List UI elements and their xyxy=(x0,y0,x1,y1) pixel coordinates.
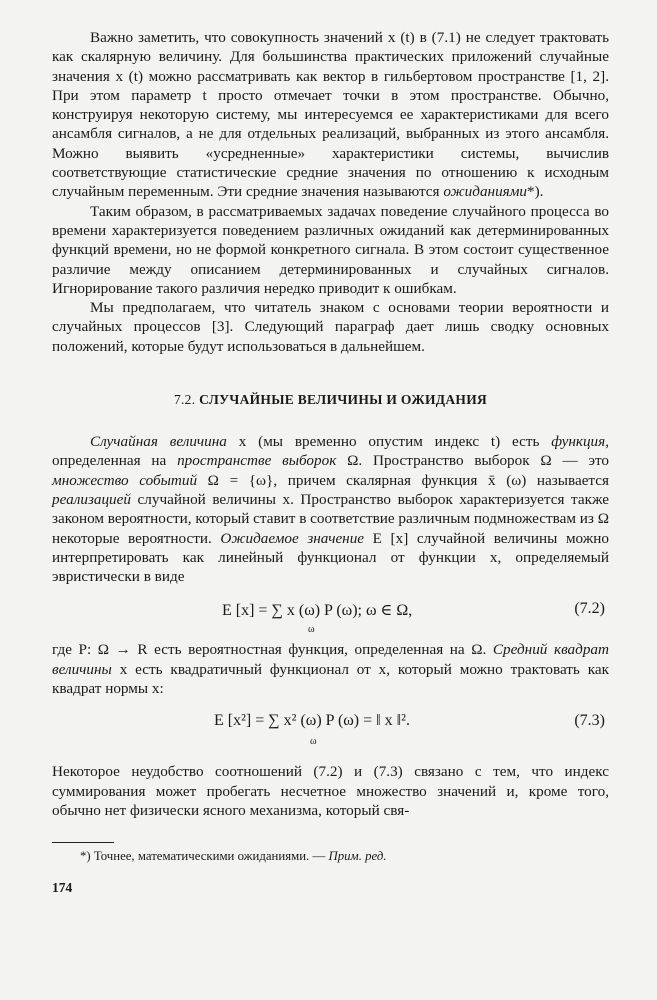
term: Ожидаемое значение xyxy=(220,529,365,547)
footnote-editor-note: Прим. ред. xyxy=(328,849,387,864)
equation-7-2 xyxy=(52,592,609,636)
term: пространстве выборок xyxy=(177,452,337,470)
paragraph-behavior: Таким образом, в рассматриваемых задачах поведение случайного процесса во времени характеризуется поведением различных ожиданий как детерминированных функций времени, но не формой конкретного сигнала. В этом состоит существенное различие между описанием детерминированных и случайных сигналов. Игнорирование такого различия нередко приводит к ошибкам. xyxy=(52,202,609,297)
footnote-divider xyxy=(52,842,114,843)
equation-expression: E [x] = ∑ x (ω) P (ω); ω ∈ Ω, xyxy=(222,602,413,620)
section-title: СЛУЧАЙНЫЕ ВЕЛИЧИНЫ И ОЖИДАНИЯ xyxy=(199,392,488,408)
equation-number: (7.3) xyxy=(574,712,605,730)
paragraph-assumption: Мы предполагаем, что читатель знаком с основами теории вероятности и случайных процессов [3]. Следующий параграф дает лишь сводку основных положений, которые будут использоваться в дальнейшем. xyxy=(52,299,609,355)
text-run: Ω = {ω}, причем скалярная функция x̄ (ω) называется xyxy=(197,471,609,489)
text-run: x есть квадратичный функционал от x, который можно трактовать как квадрат нормы x: xyxy=(52,660,609,698)
paragraph-inconvenience: Некоторое неудобство соотношений (7.2) и (7.3) связано с тем, что индекс суммирования может пробегать несчетное множество значений и, кроме того, обычно нет физически ясного механизма, который свя- xyxy=(52,763,609,819)
footnote xyxy=(80,849,609,864)
footnote-text: Точнее, математическими ожиданиями. — xyxy=(90,849,329,864)
equation-7-3 xyxy=(52,704,609,748)
footnote-marker: *) xyxy=(80,849,91,864)
text-run: , определенная на xyxy=(52,433,609,470)
page-number: 174 xyxy=(52,880,73,896)
footnote-ref: *). xyxy=(527,183,544,201)
paragraph-random-variable xyxy=(52,432,609,586)
term: множество событий xyxy=(52,471,198,489)
text-run: Ω. Пространство выборок Ω — это xyxy=(336,452,610,470)
paragraph-mean-square xyxy=(52,640,609,698)
sum-subscript: ω xyxy=(308,624,315,636)
equation-number: (7.2) xyxy=(574,600,605,618)
term: Случайная величина xyxy=(90,433,227,451)
text-run: где P: Ω → R есть вероятностная функция, определенная на Ω. xyxy=(52,641,493,659)
term: реализацией xyxy=(52,490,131,508)
paragraph-intro xyxy=(52,28,609,202)
text-run: случайной величины x. Пространство выборок характеризуется также законом вероятности, который ставит в соответствие различным подмножествам из Ω некоторые вероятности. xyxy=(52,490,609,547)
section-heading xyxy=(52,392,609,408)
equation-expression: E [x²] = ∑ x² (ω) P (ω) = ‖ x ‖². xyxy=(214,712,410,730)
text-run: Важно заметить, что совокупность значений x (t) в (7.1) не следует трактовать как скалярную величину. Для большинства практических приложений случайные значения x (t) можно рассматривать как вектор в гильбертовом пространстве [1, 2]. При этом параметр t просто отмечает точки в этом пространстве. Обычно, конструируя некоторую систему, мы интересуемся ее характеристиками для всего ансамбля сигналов, а не для отдельных реализаций, выбранных из этого ансамбля. Можно выявить «усредненные» характеристики системы, вычислив соответствующие статистические средние значения по отношению к исходным случайным переменным. Эти средние значения называются xyxy=(52,29,609,201)
sum-subscript: ω xyxy=(310,736,317,748)
section-number: 7.2. xyxy=(173,392,196,408)
term-expectations: ожиданиями xyxy=(443,183,528,201)
text-run: E [x] случайной величины можно интерпретировать как линейный функционал от функции x, определяемый эвристически в виде xyxy=(52,529,609,586)
term: Средний квадрат величины xyxy=(52,641,609,678)
term: функция xyxy=(551,433,606,451)
text-run: x (мы временно опустим индекс t) есть xyxy=(226,433,552,451)
